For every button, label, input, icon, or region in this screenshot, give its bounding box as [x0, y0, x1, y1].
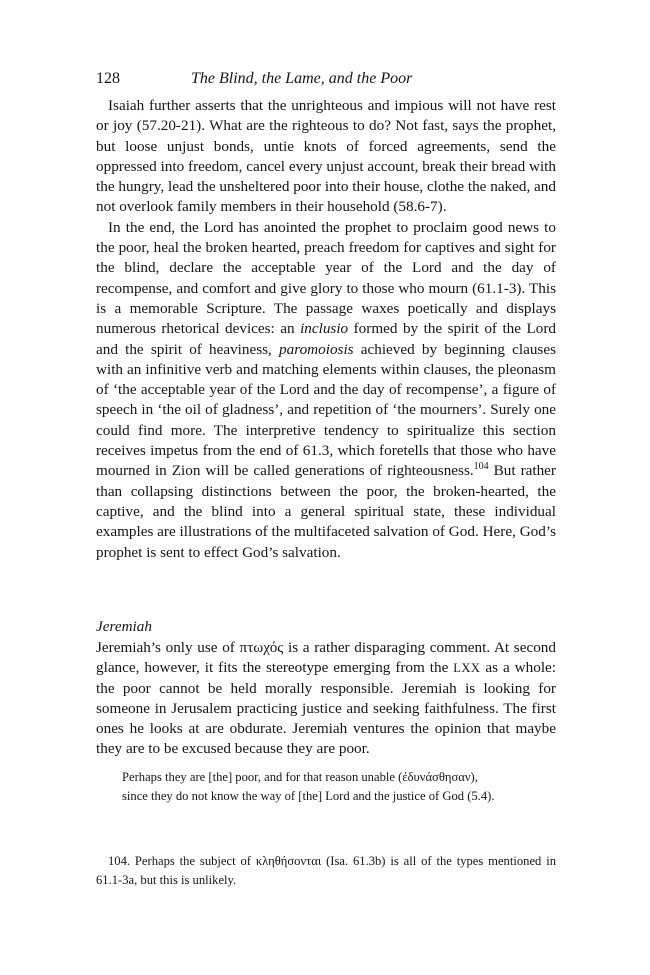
greek-term: πτωχός	[239, 639, 284, 656]
page-number: 128	[96, 70, 120, 87]
term-inclusio: inclusio	[300, 320, 349, 338]
footnote-reference: 104	[473, 461, 489, 473]
footnote	[96, 852, 556, 890]
paragraph-text: formed by the spirit of the Lord and the spirit of heaviness,	[96, 320, 556, 358]
paragraph-isaiah-anointed	[96, 218, 556, 563]
paragraph-text: is a rather disparaging comment. At second glance, however, it fits the stereotype emerging from the	[96, 639, 556, 677]
lxx-abbreviation: LXX	[453, 661, 481, 676]
footnote-text: (Isa. 61.3b) is all of the types mentioned in 61.1-3a, but this is unlikely.	[96, 854, 556, 887]
paragraph-isaiah-righteous	[96, 96, 556, 218]
paragraph-text: achieved by beginning clauses with an infinitive verb and matching elements within clauses, the pleonasm of ‘the acceptable year of the Lord and the day of recompense’, a figure of speech in ‘the oil of gladness’, and repetition of ‘the mourners’. Surely one could find more. The interpretive tendency to spiritualize this section receives impetus from the end of 61.3, which foretells that those who have mourned in Zion will be called generations of righteousness.	[96, 340, 556, 480]
footnote-number: 104.	[108, 854, 131, 868]
quote-line: since they do not know the way of [the] Lord and the justice of God (5.4).	[122, 789, 495, 803]
term-paromoiosis: paromoiosis	[279, 340, 354, 358]
paragraph-text: But rather than collapsing distinctions between the poor, the broken-hearted, the captive, and the blind into a general spiritual state, these individual examples are illustrations of the multifaceted salvation of God. Here, God’s prophet is sent to effect God’s salvation.	[96, 462, 556, 561]
paragraph-text: Jeremiah’s only use of	[96, 639, 240, 656]
block-quote	[122, 768, 538, 806]
running-title: The Blind, the Lame, and the Poor	[191, 70, 413, 87]
paragraph-jeremiah	[96, 638, 556, 760]
paragraph-text: In the end, the Lord has anointed the prophet to proclaim good news to the poor, heal the broken hearted, preach freedom for captives and sight for the blind, declare the acceptable year of the Lord and the day of recompense, and comfort and give glory to those who mourn (61.1-3). This is a memorable Scripture. The passage waxes poetically and displays numerous rhetorical devices: an	[96, 218, 556, 338]
greek-term: κληθήσονται	[255, 854, 322, 868]
section-text	[96, 638, 556, 760]
body-text	[96, 96, 556, 563]
quote-line: Perhaps they are [the] poor, and for that reason unable (ἐδυνάσθησαν),	[122, 770, 478, 784]
section-heading: Jeremiah	[96, 618, 152, 635]
paragraph-text: as a whole: the poor cannot be held morally responsible. Jeremiah is looking for someone in Jerusalem practicing justice and seeking faithfulness. The first ones he looks at are obdurate. Jeremiah ventures the opinion that maybe they are to be excused because they are poor.	[96, 659, 556, 758]
running-head	[96, 70, 556, 90]
paragraph-text: Isaiah further asserts that the unrighteous and impious will not have rest or joy (57.20-21). What are the righteous to do? Not fast, says the prophet, but loose unjust bonds, untie knots of forced agreements, send the oppressed into freedom, cancel every unjust account, break their bread with the hungry, lead the unsheltered poor into their house, clothe the naked, and not overlook family members in their household (58.6-7).	[96, 97, 556, 216]
footnote-text: Perhaps the subject of	[130, 854, 256, 868]
